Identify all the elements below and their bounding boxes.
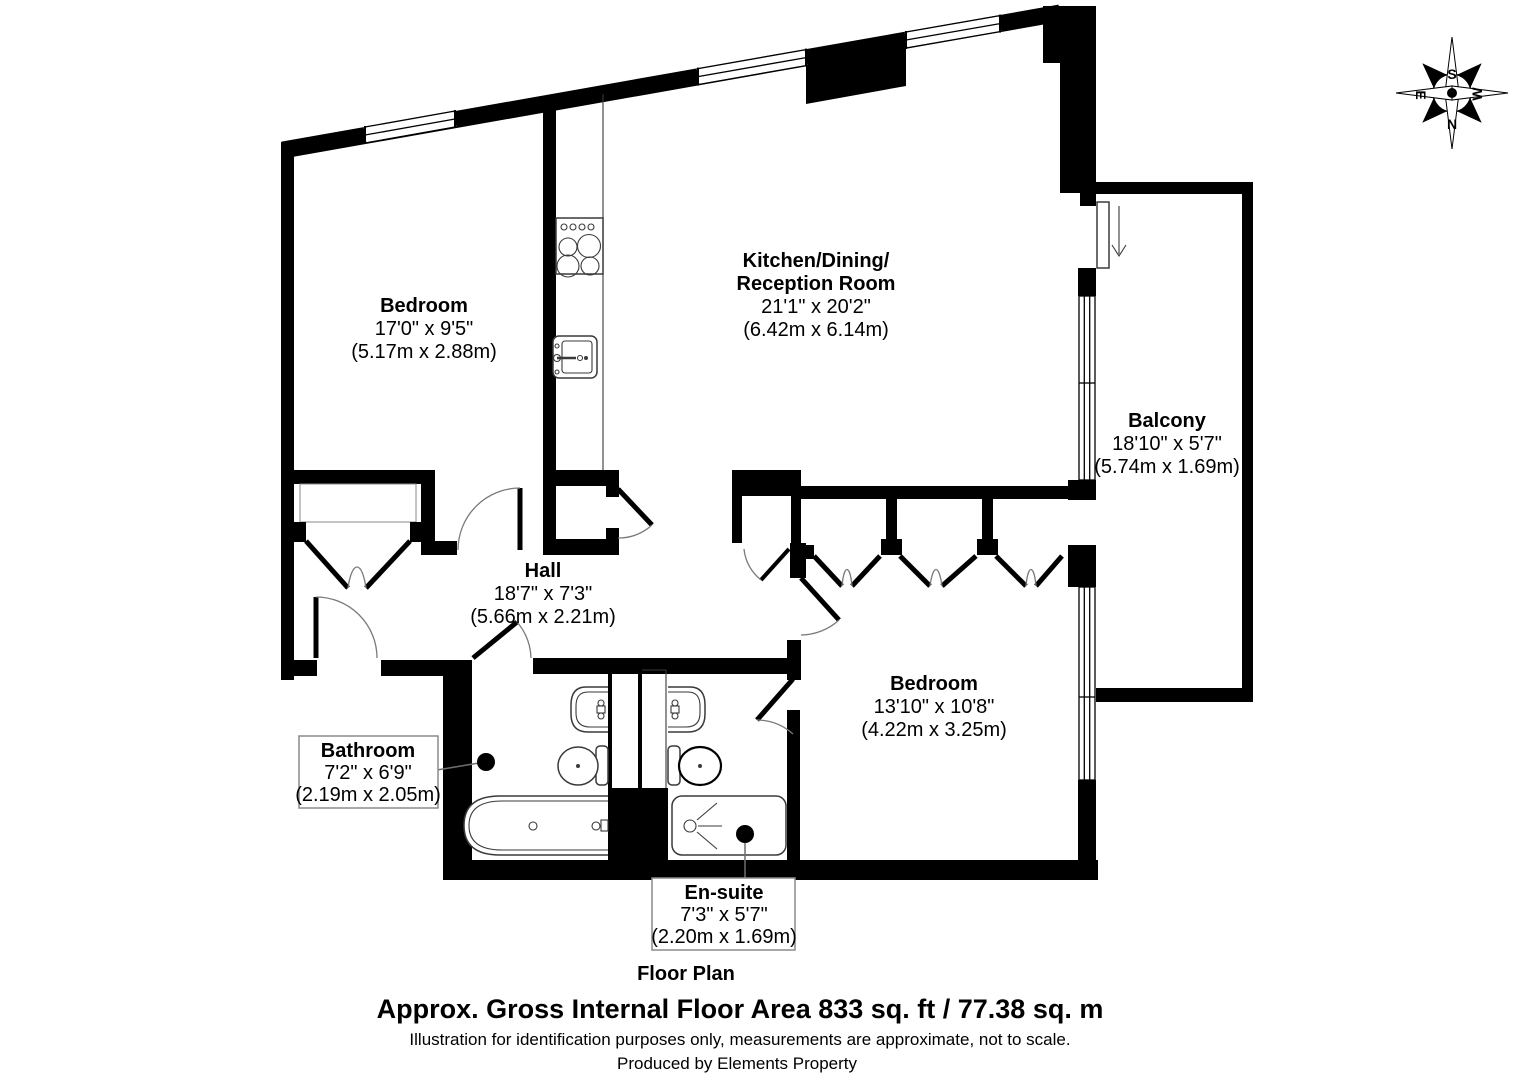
closet-post: [294, 522, 306, 542]
ensuite-dims-m: (2.20m x 1.69m): [651, 926, 797, 948]
closet-post: [410, 522, 424, 542]
wall-stub: [1080, 193, 1096, 206]
wall-segment: [1068, 480, 1096, 500]
wall-segment: [732, 496, 742, 543]
ensuite-dims-ft: 7'3" x 5'7": [680, 904, 768, 926]
wall-kitchen-divider: [543, 96, 556, 555]
compass-letter-s: S: [1447, 66, 1457, 82]
balcony-dims-ft: 18'10" x 5'7": [1112, 433, 1222, 455]
closet-cavity: [300, 484, 416, 522]
wall-right-upper: [1060, 6, 1096, 193]
ensuite-leader-dot: [736, 825, 754, 843]
wall-segment: [606, 528, 619, 555]
closet-post: [886, 499, 897, 541]
floor-plan-title: Floor Plan: [637, 963, 735, 985]
ensuite-name: En-suite: [684, 882, 764, 904]
balcony-name: Balcony: [1128, 410, 1206, 432]
kitchen-dims-ft: 21'1" x 20'2": [761, 296, 871, 318]
wall-segment: [606, 470, 619, 497]
bedroom2-dims-ft: 13'10" x 10'8": [873, 696, 995, 718]
wall-segment: [791, 496, 801, 543]
disclaimer-line: Illustration for identification purposes only, measurements are approximate, not to scale.: [409, 1030, 1071, 1049]
closet-post: [982, 499, 993, 541]
hall-dims-m: (5.66m x 2.21m): [470, 606, 616, 628]
wall-segment: [421, 541, 457, 555]
wall-segment: [381, 660, 472, 676]
basin-icon: [571, 687, 608, 732]
credit-line: Produced by Elements Property: [616, 1054, 858, 1073]
wall-segment: [1078, 780, 1096, 862]
bathtub-icon: [464, 796, 608, 855]
shaft-block: [608, 788, 668, 862]
wall-segment: [1068, 545, 1096, 587]
bathroom-dims-m: (2.19m x 2.05m): [295, 784, 441, 806]
basin-icon: [668, 687, 705, 732]
bedroom1-name: Bedroom: [380, 295, 468, 317]
stove-icon: [556, 218, 603, 277]
kitchen-name-line1: Kitchen/Dining/: [742, 250, 890, 272]
balcony-wall-bottom: [1096, 688, 1253, 702]
wall-bath-north: [533, 658, 787, 674]
closet-post: [881, 539, 902, 555]
closet-post: [977, 539, 998, 555]
bathroom-leader-dot: [477, 753, 495, 771]
bedroom2-name: Bedroom: [890, 673, 978, 695]
balcony-wall-top: [1096, 182, 1253, 194]
shaft-wall: [638, 670, 642, 790]
wall-segment: [732, 470, 801, 496]
wall-bottom: [443, 860, 1098, 880]
bedroom1-dims-ft: 17'0" x 9'5": [374, 318, 474, 340]
bedroom2-dims-m: (4.22m x 3.25m): [861, 719, 1007, 741]
window: [1079, 296, 1095, 480]
compass-letter-n: N: [1446, 116, 1458, 132]
window: [1079, 587, 1095, 780]
compass-letter-e: E: [1413, 90, 1429, 100]
bathroom-dims-ft: 7'2" x 6'9": [324, 762, 412, 784]
wall-bedroom1-south: [293, 470, 435, 484]
hall-dims-ft: 18'7" x 7'3": [493, 583, 593, 605]
balcony-dims-m: (5.74m x 1.69m): [1094, 456, 1240, 478]
compass-letter-w: W: [1469, 87, 1485, 101]
compass-center-dot: [1447, 88, 1457, 98]
shower-icon: [672, 796, 786, 855]
closet-post: [801, 545, 814, 559]
toilet-icon: [668, 746, 721, 785]
bathroom-name: Bathroom: [320, 740, 416, 762]
sink-icon: [553, 336, 597, 378]
wall-segment: [281, 660, 317, 676]
kitchen-name-line2: Reception Room: [736, 273, 896, 295]
wall-left: [281, 142, 294, 680]
bedroom1-dims-m: (5.17m x 2.88m): [351, 341, 497, 363]
wall-bedroom2-closet: [801, 486, 1068, 499]
gross-area-line: Approx. Gross Internal Floor Area 833 sq. ft / 77.38 sq. m: [376, 994, 1104, 1024]
hall-name: Hall: [524, 560, 562, 582]
balcony-wall-right: [1242, 182, 1253, 702]
wall-segment: [1078, 268, 1096, 296]
kitchen-dims-m: (6.42m x 6.14m): [743, 319, 889, 341]
toilet-icon: [558, 746, 608, 785]
wall-bedroom2-west: [787, 710, 800, 862]
wall-segment: [787, 640, 801, 680]
